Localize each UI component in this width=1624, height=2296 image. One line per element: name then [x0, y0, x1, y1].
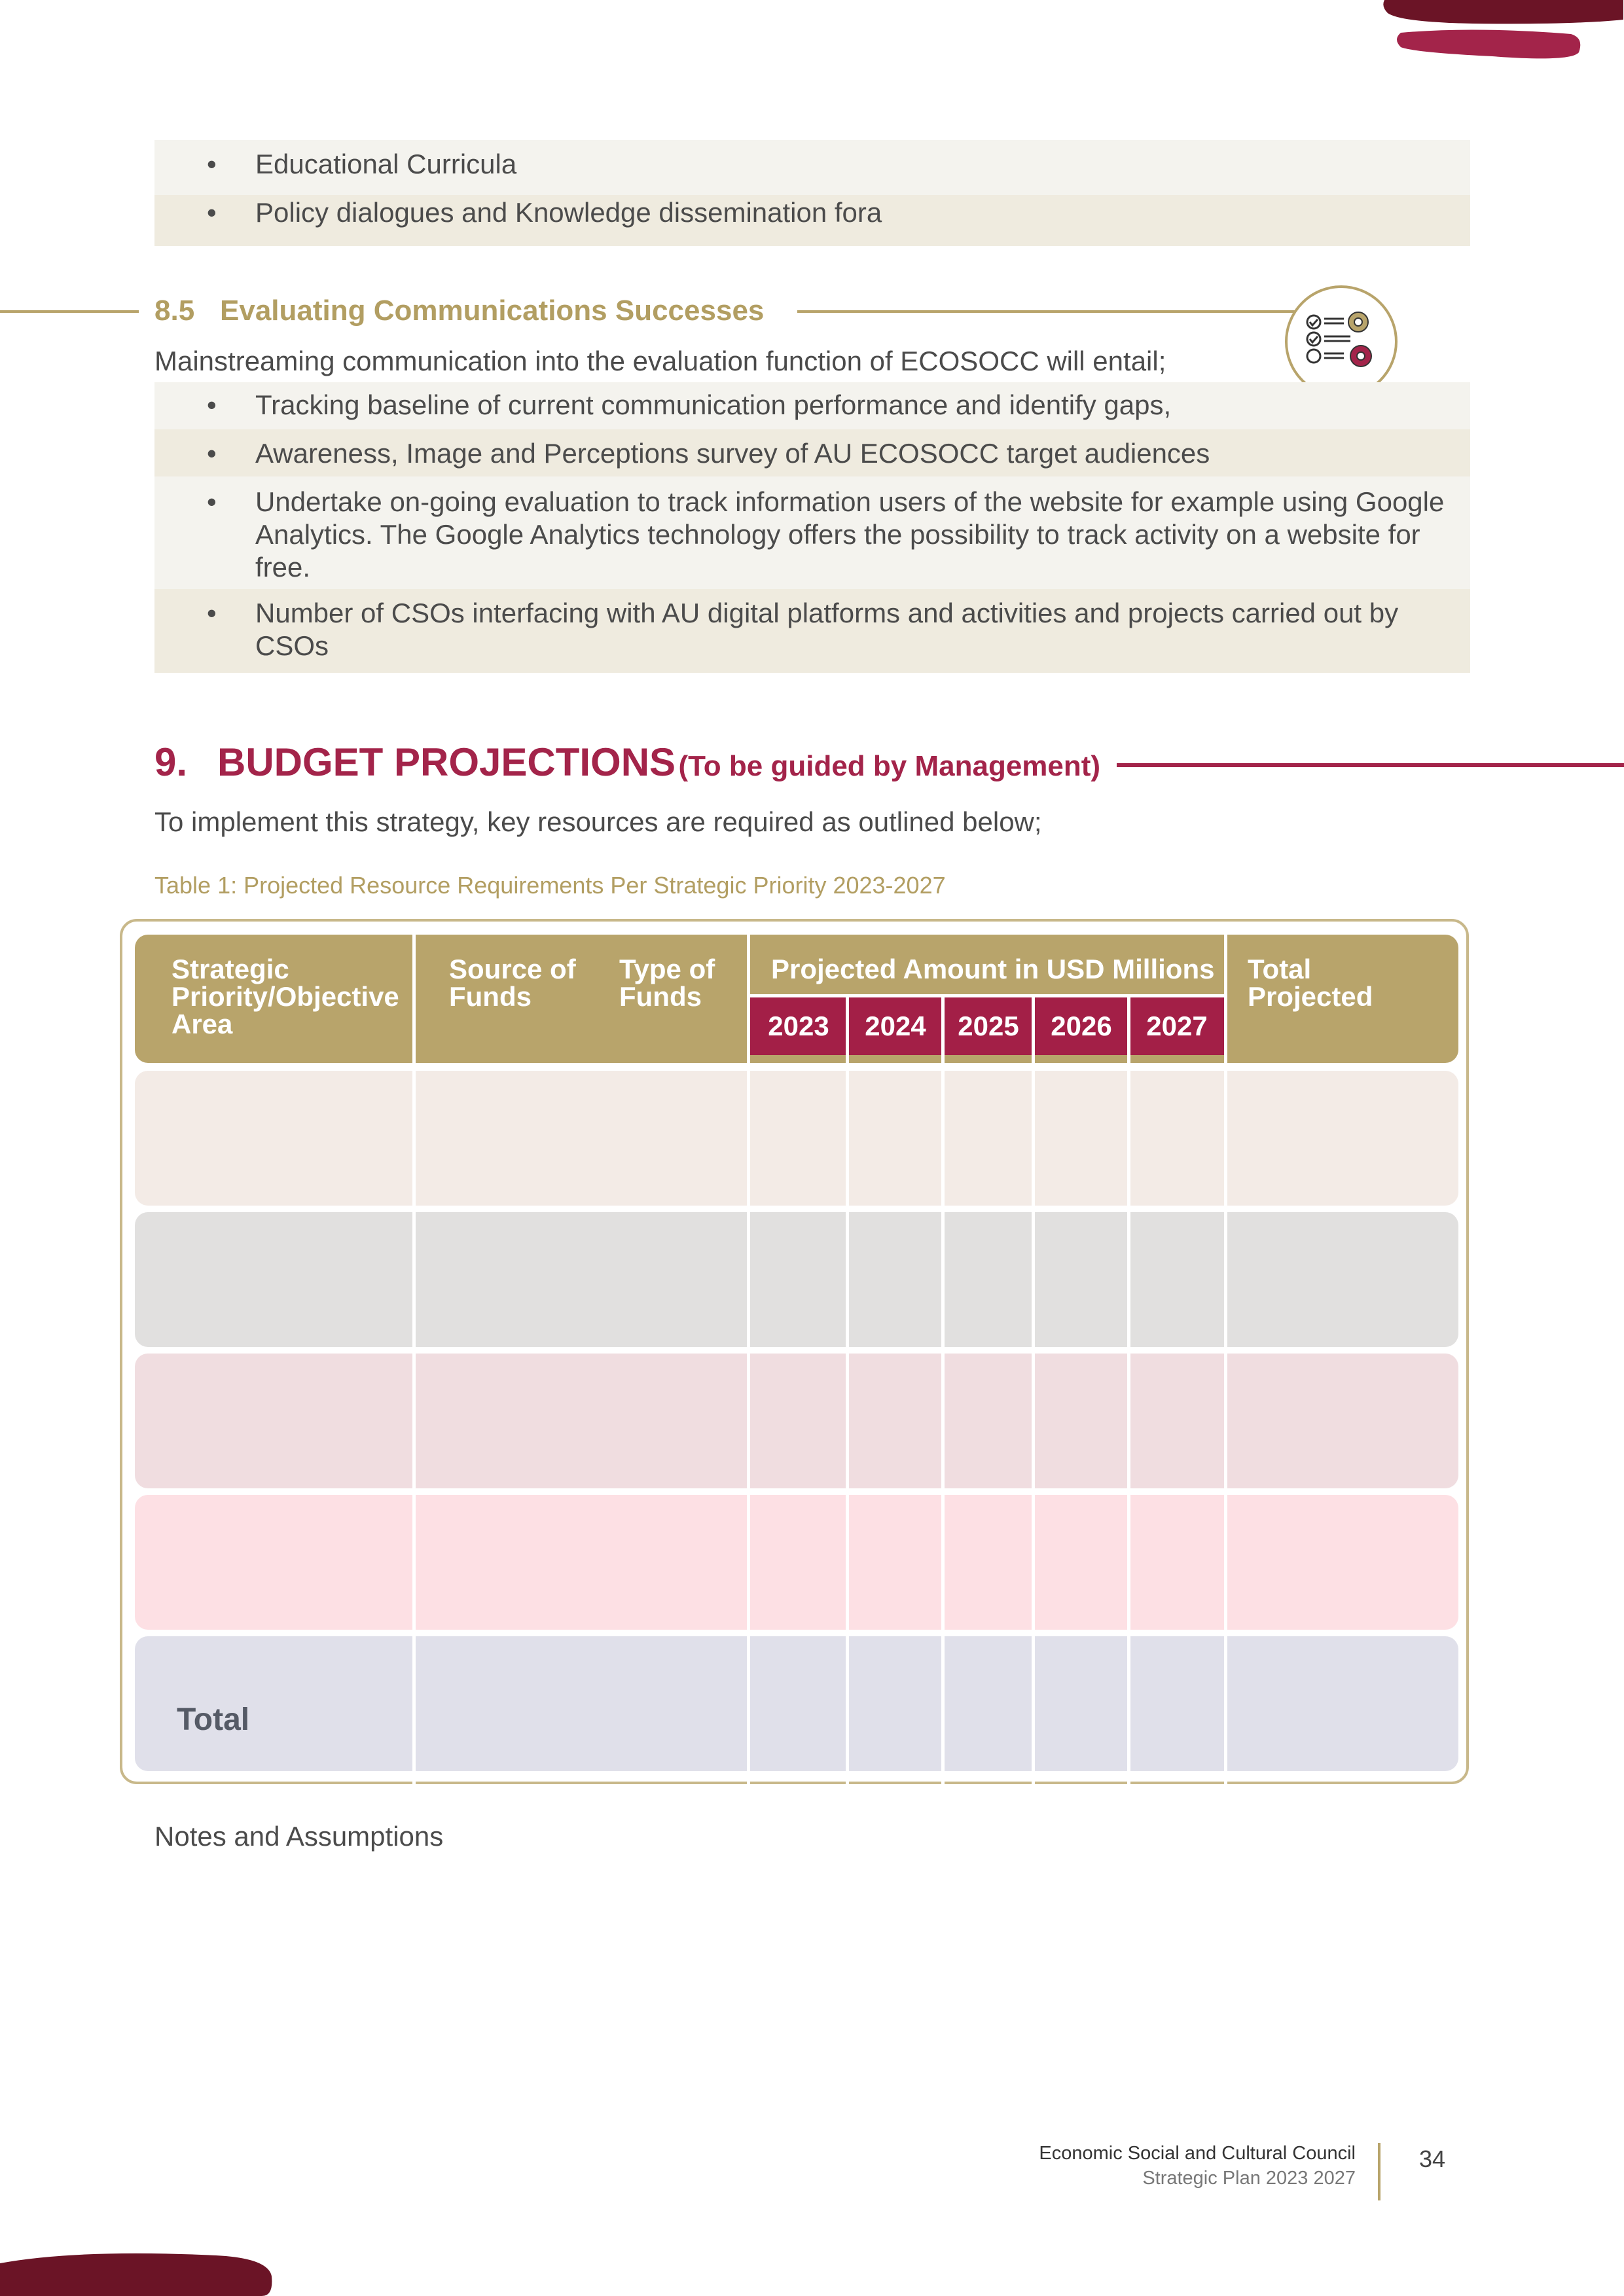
chapter-number: 9. [154, 740, 188, 784]
header-divider [747, 994, 1227, 997]
column-divider [412, 935, 416, 1785]
header-total-projected: Total Projected [1248, 954, 1373, 1012]
section-title: Evaluating Communications Successes [220, 295, 765, 327]
total-row-label: Total [177, 1702, 250, 1737]
bullet: • [207, 197, 217, 228]
year-header-2025: 2025 [944, 997, 1033, 1055]
footer-plan-title: Strategic Plan 2023 2027 [1142, 2168, 1356, 2189]
page-number: 34 [1419, 2145, 1446, 2172]
footer-organisation: Economic Social and Cultural Council [1039, 2143, 1356, 2164]
year-header-2026: 2026 [1034, 997, 1128, 1055]
header-source-of-funds: Source of Funds [449, 954, 576, 1012]
list-item [154, 382, 1470, 429]
column-divider [1032, 997, 1035, 1785]
column-divider [1127, 997, 1130, 1785]
year-header-2024: 2024 [848, 997, 943, 1055]
header-type-of-funds: Type of Funds [619, 954, 715, 1012]
chapter-subtitle: (To be guided by Management) [678, 750, 1101, 782]
column-divider [747, 935, 750, 1785]
header-strategic-priority: Strategic Priority/Objective Area [171, 954, 399, 1039]
section-heading [154, 295, 764, 327]
chapter-title: BUDGET PROJECTIONS [217, 740, 676, 784]
top-brush-decoration [1375, 0, 1624, 72]
column-divider [941, 997, 945, 1785]
list-item [154, 589, 1470, 673]
list-item-text: Educational Curricula [255, 149, 517, 179]
heading-rule-right [797, 310, 1295, 313]
checklist-gears-icon [1285, 285, 1398, 398]
year-header-2027: 2027 [1130, 997, 1224, 1055]
column-divider [846, 997, 849, 1785]
bullet: • [207, 486, 217, 517]
bullet: • [207, 149, 217, 179]
column-divider [1224, 935, 1227, 1785]
table-row [135, 1354, 1458, 1488]
year-header-2023: 2023 [750, 997, 847, 1055]
list-item [154, 195, 1470, 246]
table-row [135, 1212, 1458, 1347]
chapter-intro: To implement this strategy, key resources are required as outlined below; [154, 806, 1042, 837]
list-item-text: Awareness, Image and Perceptions survey of AU ECOSOCC target audiences [255, 438, 1210, 469]
bullet: • [207, 598, 217, 628]
chapter-heading [154, 740, 1100, 785]
notes-and-assumptions: Notes and Assumptions [154, 1821, 444, 1852]
table-caption: Table 1: Projected Resource Requirements Per Strategic Priority 2023-2027 [154, 872, 946, 899]
list-item-text: Undertake on-going evaluation to track information users of the website for example using Google Analytics. The Google Analytics technology offers the possibility to track activity on a website for free. [255, 486, 1445, 583]
list-item [154, 429, 1470, 476]
header-projected-amount: Projected Amount in USD Millions [771, 954, 1215, 984]
heading-rule-left [0, 310, 139, 313]
list-item-text: Number of CSOs interfacing with AU digital platforms and activities and projects carried out by CSOs [255, 598, 1399, 661]
list-item-text: Policy dialogues and Knowledge dissemination fora [255, 197, 882, 228]
table-row [135, 1495, 1458, 1630]
bullet: • [207, 438, 217, 469]
table-row-total [135, 1636, 1458, 1771]
list-item-text: Tracking baseline of current communication performance and identify gaps, [255, 389, 1172, 420]
section-intro: Mainstreaming communication into the evaluation function of ECOSOCC will entail; [154, 346, 1166, 376]
chapter-heading-rule [1117, 763, 1624, 767]
table-row [135, 1071, 1458, 1206]
list-item [154, 140, 1470, 195]
bullet: • [207, 389, 217, 420]
section-number: 8.5 [154, 295, 195, 327]
list-item [154, 476, 1470, 589]
footer-divider [1378, 2143, 1380, 2200]
bottom-brush-decoration [0, 2244, 281, 2296]
